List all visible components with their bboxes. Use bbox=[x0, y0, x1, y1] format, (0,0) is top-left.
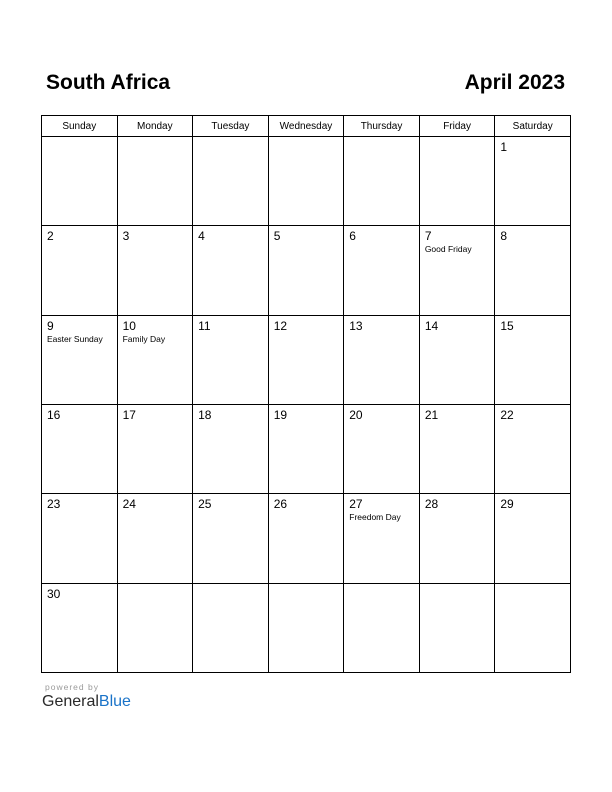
day-number: 24 bbox=[122, 497, 136, 512]
day-cell bbox=[42, 137, 118, 226]
day-cell bbox=[117, 226, 193, 315]
day-number: 16 bbox=[47, 407, 61, 422]
weekday-monday: Monday bbox=[117, 116, 193, 137]
day-cell bbox=[193, 226, 269, 315]
day-cell bbox=[193, 494, 269, 583]
day-cell bbox=[117, 583, 193, 672]
holiday-label: Good Friday bbox=[424, 244, 472, 255]
day-cell bbox=[193, 583, 269, 672]
day-number: 10 bbox=[122, 318, 136, 333]
day-number: 18 bbox=[198, 407, 212, 422]
day-cell bbox=[495, 494, 571, 583]
weekday-tuesday: Tuesday bbox=[193, 116, 269, 137]
day-cell bbox=[117, 404, 193, 493]
day-cell bbox=[419, 137, 495, 226]
day-number: 27 bbox=[349, 497, 363, 512]
powered-by-text: powered by bbox=[45, 682, 99, 692]
day-cell bbox=[268, 583, 344, 672]
weekday-header-row bbox=[42, 116, 571, 137]
month-year-title: April 2023 bbox=[464, 71, 565, 94]
day-cell bbox=[419, 226, 495, 315]
day-cell bbox=[419, 315, 495, 404]
day-cell bbox=[344, 226, 420, 315]
week-row bbox=[42, 404, 571, 493]
day-number: 5 bbox=[273, 229, 281, 244]
day-cell bbox=[42, 494, 118, 583]
day-cell bbox=[117, 494, 193, 583]
weekday-wednesday: Wednesday bbox=[268, 116, 344, 137]
day-number: 13 bbox=[349, 318, 363, 333]
day-number: 21 bbox=[424, 407, 439, 422]
holiday-label: Freedom Day bbox=[349, 512, 401, 523]
day-number: 11 bbox=[198, 318, 211, 333]
day-number: 7 bbox=[424, 229, 432, 244]
day-number: 29 bbox=[500, 497, 514, 512]
day-cell bbox=[344, 137, 420, 226]
holiday-label: Easter Sunday bbox=[47, 333, 103, 344]
weekday-friday: Friday bbox=[419, 116, 495, 137]
week-row bbox=[42, 137, 571, 226]
day-cell bbox=[42, 583, 118, 672]
day-cell bbox=[268, 137, 344, 226]
day-number: 20 bbox=[349, 407, 363, 422]
day-number: 9 bbox=[47, 318, 54, 333]
day-cell bbox=[193, 315, 269, 404]
day-number: 3 bbox=[122, 229, 130, 244]
day-cell bbox=[419, 494, 495, 583]
day-number: 23 bbox=[47, 497, 61, 512]
day-cell bbox=[495, 404, 571, 493]
day-cell bbox=[344, 494, 420, 583]
day-number: 6 bbox=[349, 229, 356, 244]
week-row bbox=[42, 315, 571, 404]
day-number: 25 bbox=[198, 497, 212, 512]
calendar-body bbox=[42, 137, 571, 673]
day-cell bbox=[42, 315, 118, 404]
day-cell bbox=[42, 226, 118, 315]
day-number: 17 bbox=[122, 407, 136, 422]
day-cell bbox=[419, 404, 495, 493]
day-number: 14 bbox=[424, 318, 439, 333]
day-cell bbox=[495, 583, 571, 672]
week-row bbox=[42, 494, 571, 583]
day-cell bbox=[495, 226, 571, 315]
day-cell bbox=[193, 404, 269, 493]
day-number: 19 bbox=[273, 407, 288, 422]
brand-name-part2: Blue bbox=[98, 693, 131, 710]
holiday-label: Family Day bbox=[122, 333, 166, 344]
day-cell bbox=[344, 404, 420, 493]
day-cell bbox=[117, 137, 193, 226]
day-cell bbox=[42, 404, 118, 493]
day-number: 1 bbox=[500, 140, 508, 154]
day-number: 2 bbox=[47, 229, 54, 244]
day-number: 8 bbox=[500, 229, 508, 244]
day-cell bbox=[117, 315, 193, 404]
day-number: 12 bbox=[273, 318, 288, 333]
day-cell bbox=[268, 226, 344, 315]
day-number: 30 bbox=[47, 586, 61, 601]
day-cell bbox=[268, 494, 344, 583]
day-cell bbox=[495, 137, 571, 226]
weekday-saturday: Saturday bbox=[495, 116, 571, 137]
day-cell bbox=[268, 315, 344, 404]
week-row bbox=[42, 226, 571, 315]
brand-name-part1: General bbox=[42, 693, 99, 710]
weekday-sunday: Sunday bbox=[42, 116, 118, 137]
brand-logo bbox=[42, 693, 131, 711]
day-number: 28 bbox=[424, 497, 439, 512]
day-cell bbox=[495, 315, 571, 404]
calendar-grid bbox=[41, 115, 571, 673]
day-cell bbox=[268, 404, 344, 493]
day-cell bbox=[344, 583, 420, 672]
day-number: 22 bbox=[500, 407, 514, 422]
day-cell bbox=[419, 583, 495, 672]
day-number: 26 bbox=[273, 497, 288, 512]
country-title: South Africa bbox=[46, 71, 171, 94]
day-number: 4 bbox=[198, 229, 205, 244]
weekday-thursday: Thursday bbox=[344, 116, 420, 137]
day-cell bbox=[344, 315, 420, 404]
day-cell bbox=[193, 137, 269, 226]
day-number: 15 bbox=[500, 318, 514, 333]
week-row bbox=[42, 583, 571, 672]
